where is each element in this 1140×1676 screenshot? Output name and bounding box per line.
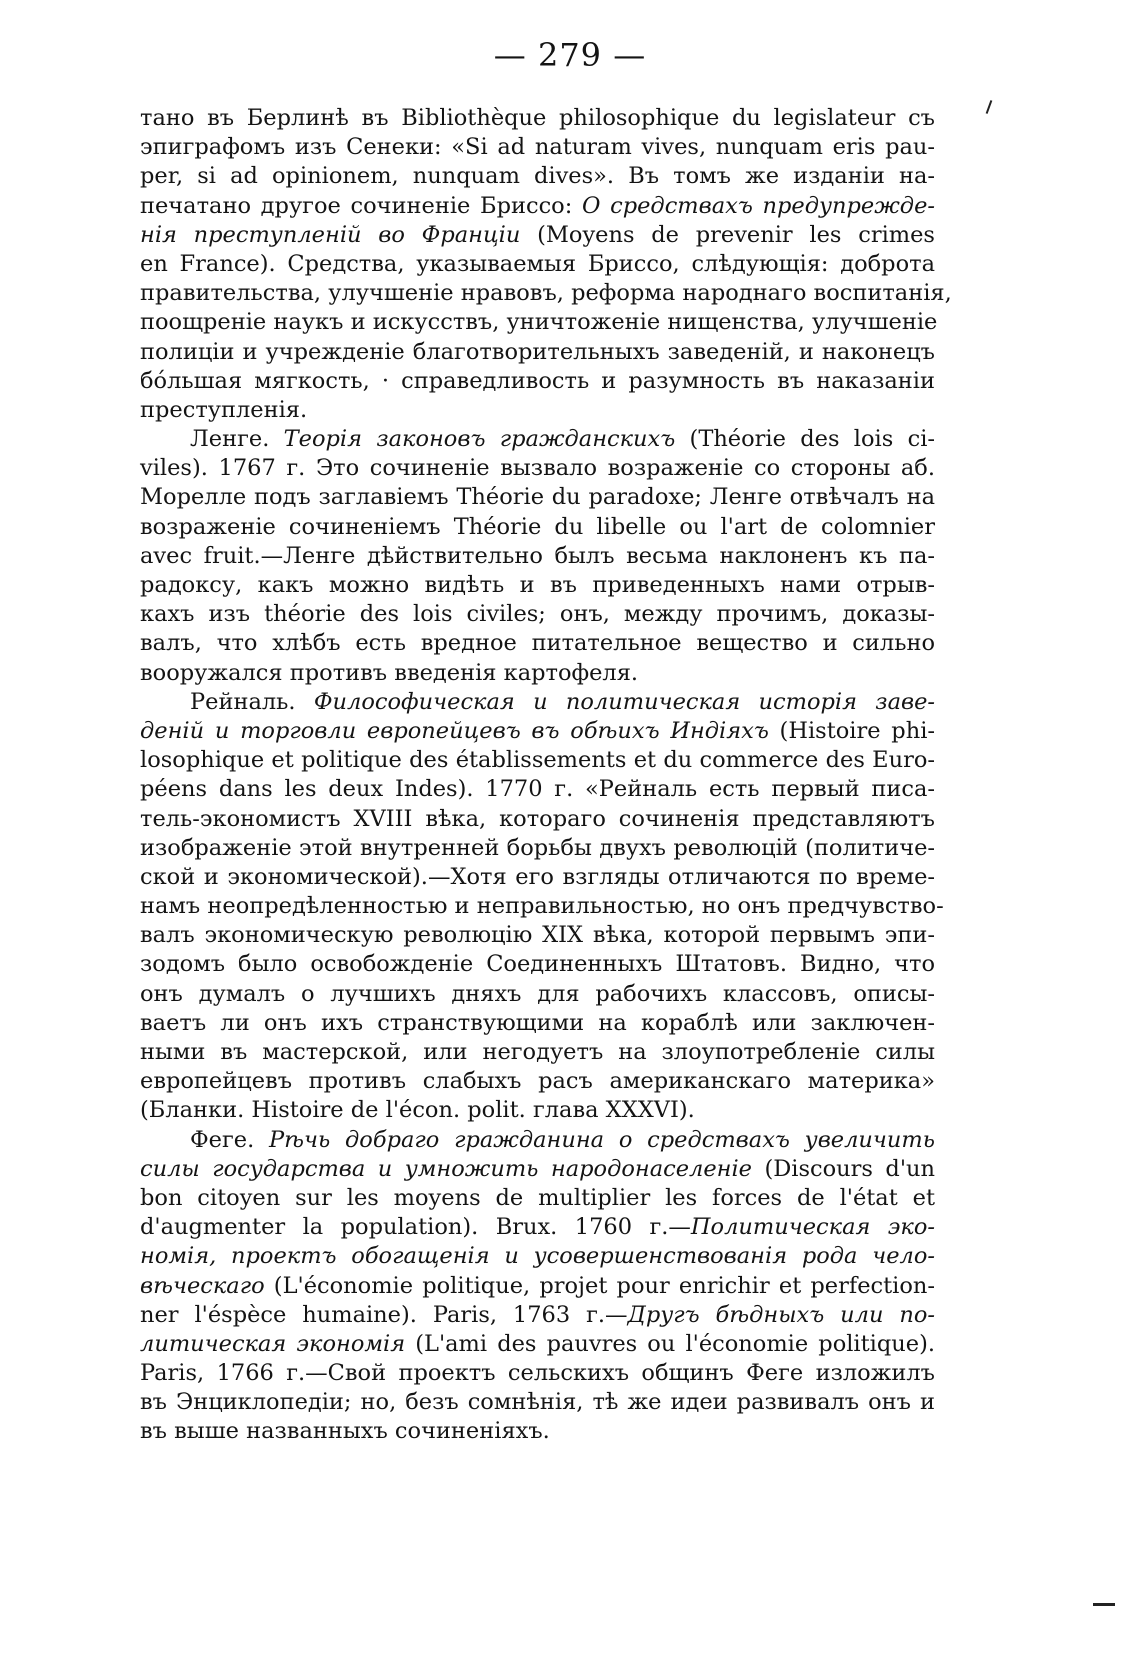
text-line: ваетъ ли онъ ихъ странствующими на кораблѣ или заключен- xyxy=(140,1009,935,1036)
text-line: per, si ad opinionem, nunquam dives». Въ томъ же изданіи на- xyxy=(140,163,935,190)
text-line: номія, проектъ обогащенія и усовершенствованія рода чело- xyxy=(140,1243,935,1270)
text-line: правительства, улучшеніе нравовъ, реформа народнаго воспитанія, xyxy=(140,280,952,307)
text-line: въ выше названныхъ сочиненіяхъ. xyxy=(140,1418,550,1445)
margin-dash xyxy=(1093,1603,1115,1606)
text-line: изображеніе этой внутренней борьбы двухъ революцій (политиче- xyxy=(140,834,935,861)
text-line: ской и экономической).—Хотя его взгляды отличаются по време- xyxy=(140,863,935,890)
text-line: Paris, 1766 г.—Свой проектъ сельскихъ общинъ Феге изложилъ xyxy=(140,1360,935,1387)
text-line: Ленге. Теорія законовъ гражданскихъ (Théorie des lois ci- xyxy=(190,426,935,453)
text-line: d'augmenter la population). Brux. 1760 г.—Политическая эко- xyxy=(140,1214,935,1241)
text-line: нія преступленій во Франціи (Moyens de prevenir les crimes xyxy=(140,221,935,248)
text-line: вѣческаго (L'économie politique, projet pour enrichir et perfection- xyxy=(140,1272,935,1299)
text-line: вооружался противъ введенія картофеля. xyxy=(140,659,639,686)
text-line: деній и торговли европейцевъ въ обѣихъ Индіяхъ (Histoire phi- xyxy=(140,717,935,744)
text-line: тано въ Берлинѣ въ Bibliothèque philosophique du legislateur съ xyxy=(140,105,935,131)
text-line: валъ экономическую революцію XIX вѣка, которой первымъ эпи- xyxy=(140,922,935,949)
text-line: валъ, что хлѣбъ есть вредное питательное вещество и сильно xyxy=(140,630,935,657)
text-line: bon citoyen sur les moyens de multiplier les forces de l'état et xyxy=(140,1184,935,1211)
text-line: намъ неопредѣленностью и неправильностью, но онъ предчувство- xyxy=(140,893,944,920)
text-line: en France). Средства, указываемыя Бриссо, слѣдующія: доброта xyxy=(140,250,935,277)
text-line: литическая экономія (L'ami des pauvres ou l'économie politique). xyxy=(140,1330,936,1357)
text-line: losophique et politique des établissements et du commerce des Euro- xyxy=(140,747,935,774)
text-line: ner l'éspèce humaine). Paris, 1763 г.—Другъ бѣдныхъ или по- xyxy=(140,1301,935,1328)
text-line: поощреніе наукъ и искусствъ, уничтоженіе нищенства, улучшеніе xyxy=(140,309,938,336)
text-line: европейцевъ противъ слабыхъ расъ американскаго материка» xyxy=(140,1068,935,1095)
text-line: (Бланки. Histoire de l'écon. polit. глава XXXVI). xyxy=(140,1097,695,1124)
body-text xyxy=(140,104,952,1447)
text-line: Рейналь. Философическая и политическая исторія заве- xyxy=(190,688,935,715)
text-line: Феге. Рѣчь добраго гражданина о средствахъ увеличить xyxy=(190,1126,935,1153)
text-line: péens dans les deux Indes). 1770 г. «Рейналь есть первый писа- xyxy=(140,776,935,803)
text-line: avec fruit.—Ленге дѣйствительно былъ весьма наклоненъ къ па- xyxy=(140,542,935,569)
text-line: печатано другое сочиненіе Бриссо: О средствахъ предупрежде- xyxy=(140,192,935,219)
page-number: — 279 — xyxy=(493,36,647,74)
text-line: тель-экономистъ XVIII вѣка, котораго сочиненія представляютъ xyxy=(140,805,935,832)
text-line: въ Энциклопедіи; но, безъ сомнѣнія, тѣ же идеи развивалъ онъ и xyxy=(140,1389,935,1416)
text-line: возраженіе сочиненіемъ Théorie du libelle ou l'art de colomnier xyxy=(140,513,935,540)
text-line: бо́льшая мягкость, · справедливость и разумность въ наказаніи xyxy=(140,367,935,394)
text-line: силы государства и умножить народонаселеніе (Discours d'un xyxy=(140,1155,935,1182)
margin-mark xyxy=(986,100,993,114)
text-line: эпиграфомъ изъ Сенеки: «Si ad naturam vives, nunquam eris pau- xyxy=(140,134,935,161)
text-line: кахъ изъ théorie des lois civiles; онъ, между прочимъ, доказы- xyxy=(140,601,935,628)
text-line: ными въ мастерской, или негодуетъ на злоупотребленіе силы xyxy=(140,1039,935,1065)
text-line: онъ думалъ о лучшихъ дняхъ для рабочихъ классовъ, описы- xyxy=(140,980,935,1007)
text-line: viles). 1767 г. Это сочиненіе вызвало возраженіе со стороны аб. xyxy=(140,455,935,482)
text-line: преступленія. xyxy=(140,396,308,423)
text-line: радоксу, какъ можно видѣть и въ приведенныхъ нами отрыв- xyxy=(140,572,935,598)
text-line: зодомъ было освобожденіе Соединенныхъ Штатовъ. Видно, что xyxy=(140,951,935,978)
text-line: Морелле подъ заглавіемъ Théorie du paradoxe; Ленге отвѣчалъ на xyxy=(140,484,935,511)
text-line: полиціи и учрежденіе благотворительныхъ заведеній, и наконецъ xyxy=(140,338,935,365)
